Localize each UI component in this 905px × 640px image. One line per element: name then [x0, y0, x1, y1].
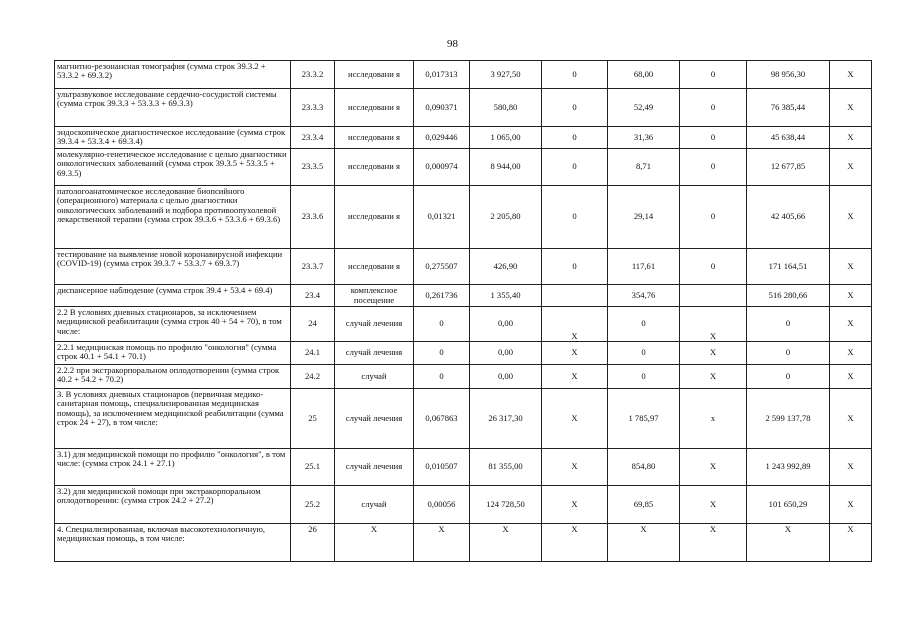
cell-c4: 0 — [747, 307, 830, 342]
cell-unit: исследовани я — [335, 186, 414, 249]
cell-name: 2.2 В условиях дневных стационаров, за исключением медицинской реабилитации (сумма строк 40 + 54 + 70), в том числе: — [55, 307, 291, 342]
cell-name: 2.2.2 при экстракорпоральном оплодотворении (сумма строк 40.2 + 54.2 + 70.2) — [55, 365, 291, 389]
cell-c2: 68,00 — [608, 61, 680, 89]
cell-c1: 0 — [542, 127, 608, 149]
cell-norm: 0,01321 — [414, 186, 470, 249]
cell-line: 25 — [291, 389, 335, 449]
cell-c4: 101 650,29 — [747, 486, 830, 524]
cell-cost: 580,80 — [470, 89, 542, 127]
cell-unit: исследовани я — [335, 89, 414, 127]
table-row — [55, 365, 872, 389]
cell-name: 3.2) для медицинской помощи при экстракорпоральном оплодотворении: (сумма строк 24.2 + 27.2) — [55, 486, 291, 524]
cell-c1: X — [542, 389, 608, 449]
tariff-table — [54, 60, 872, 562]
cell-unit: случай лечения — [335, 449, 414, 486]
cell-c3: X — [680, 365, 747, 389]
cell-cost: 3 927,50 — [470, 61, 542, 89]
cell-unit: случай лечения — [335, 389, 414, 449]
cell-c4: 0 — [747, 365, 830, 389]
table-row — [55, 149, 872, 186]
cell-c4: X — [747, 524, 830, 562]
cell-c1: 0 — [542, 61, 608, 89]
cell-unit: X — [335, 524, 414, 562]
cell-c2: 31,36 — [608, 127, 680, 149]
cell-c2: 29,14 — [608, 186, 680, 249]
cell-name: диспансерное наблюдение (сумма строк 39.4 + 53.4 + 69.4) — [55, 285, 291, 307]
cell-c3: X — [680, 307, 747, 342]
cell-line: 23.4 — [291, 285, 335, 307]
cell-c2: 52,49 — [608, 89, 680, 127]
cell-unit: случай лечения — [335, 307, 414, 342]
cell-c4: 42 405,66 — [747, 186, 830, 249]
cell-cost: 8 944,00 — [470, 149, 542, 186]
cell-c4: 2 599 137,78 — [747, 389, 830, 449]
table-row — [55, 342, 872, 365]
cell-line: 24.1 — [291, 342, 335, 365]
cell-c4: 516 280,66 — [747, 285, 830, 307]
cell-c2: X — [608, 524, 680, 562]
cell-c5: X — [830, 249, 872, 285]
cell-norm: 0,010507 — [414, 449, 470, 486]
cell-cost: 81 355,00 — [470, 449, 542, 486]
cell-name: тестирование на выявление новой коронавирусной инфекции (COVID-19) (сумма строк 39.3.7 + 53.3.7 + 69.3.7) — [55, 249, 291, 285]
cell-norm: 0,090371 — [414, 89, 470, 127]
cell-c5: X — [830, 342, 872, 365]
cell-norm: 0,067863 — [414, 389, 470, 449]
cell-cost: 2 205,80 — [470, 186, 542, 249]
cell-c1: 0 — [542, 149, 608, 186]
cell-c1 — [542, 285, 608, 307]
cell-c3 — [680, 285, 747, 307]
cell-name: патологоанатомическое исследование биопсийного (операционного) материала с целью диагностики онкологических заболеваний и подбора противоопухолевой лекарственной терапии (сумма строк 39.3.6 + 53.3.6 + 69.3.6) — [55, 186, 291, 249]
cell-c1: 0 — [542, 186, 608, 249]
cell-unit: случай — [335, 365, 414, 389]
cell-cost: 0,00 — [470, 342, 542, 365]
cell-line: 26 — [291, 524, 335, 562]
cell-c1: 0 — [542, 249, 608, 285]
cell-norm: 0,261736 — [414, 285, 470, 307]
cell-unit: комплексное посещение — [335, 285, 414, 307]
cell-c2: 854,80 — [608, 449, 680, 486]
cell-c5: X — [830, 285, 872, 307]
cell-line: 23.3.7 — [291, 249, 335, 285]
cell-c4: 76 385,44 — [747, 89, 830, 127]
cell-name: магнитно-резонансная томография (сумма строк 39.3.2 + 53.3.2 + 69.3.2) — [55, 61, 291, 89]
cell-c3: X — [680, 342, 747, 365]
cell-c5: X — [830, 389, 872, 449]
table-row — [55, 127, 872, 149]
table-row — [55, 89, 872, 127]
cell-norm: 0,000974 — [414, 149, 470, 186]
cell-cost: 426,90 — [470, 249, 542, 285]
table-row — [55, 524, 872, 562]
cell-norm: 0,00056 — [414, 486, 470, 524]
cell-c4: 171 164,51 — [747, 249, 830, 285]
cell-c2: 0 — [608, 307, 680, 342]
cell-c1: X — [542, 524, 608, 562]
cell-c3: 0 — [680, 149, 747, 186]
cell-c2: 0 — [608, 342, 680, 365]
cell-line: 23.3.2 — [291, 61, 335, 89]
cell-name: молекулярно-генетическое исследование с целью диагностики онкологических заболеваний (сумма строк 39.3.5 + 53.3.5 + 69.3.5) — [55, 149, 291, 186]
cell-c3: 0 — [680, 186, 747, 249]
cell-cost: 26 317,30 — [470, 389, 542, 449]
cell-c2: 69,85 — [608, 486, 680, 524]
cell-line: 23.3.6 — [291, 186, 335, 249]
cell-norm: 0,017313 — [414, 61, 470, 89]
cell-c3: 0 — [680, 61, 747, 89]
cell-c5: X — [830, 307, 872, 342]
cell-c1: X — [542, 365, 608, 389]
cell-c5: X — [830, 127, 872, 149]
cell-name: 2.2.1 медицинская помощь по профилю "онкология" (сумма строк 40.1 + 54.1 + 70.1) — [55, 342, 291, 365]
cell-c4: 12 677,85 — [747, 149, 830, 186]
cell-unit: случай лечения — [335, 342, 414, 365]
cell-cost: 124 728,50 — [470, 486, 542, 524]
cell-unit: исследовани я — [335, 127, 414, 149]
cell-c5: X — [830, 486, 872, 524]
cell-c5: X — [830, 524, 872, 562]
cell-name: 4. Специализированная, включая высокотехнологичную, медицинская помощь, в том числе: — [55, 524, 291, 562]
cell-c2: 0 — [608, 365, 680, 389]
cell-c1: 0 — [542, 89, 608, 127]
cell-c3: X — [680, 486, 747, 524]
cell-unit: исследовани я — [335, 249, 414, 285]
cell-cost: 0,00 — [470, 307, 542, 342]
cell-c3: 0 — [680, 89, 747, 127]
table-row — [55, 389, 872, 449]
cell-c3: X — [680, 524, 747, 562]
cell-c2: 354,76 — [608, 285, 680, 307]
table-row — [55, 307, 872, 342]
cell-line: 23.3.3 — [291, 89, 335, 127]
cell-line: 23.3.4 — [291, 127, 335, 149]
cell-c4: 98 956,30 — [747, 61, 830, 89]
table-row — [55, 486, 872, 524]
page-number: 98 — [447, 38, 458, 50]
cell-c4: 0 — [747, 342, 830, 365]
cell-c5: X — [830, 365, 872, 389]
cell-c5: X — [830, 89, 872, 127]
cell-line: 24 — [291, 307, 335, 342]
cell-c1: X — [542, 449, 608, 486]
cell-c5: X — [830, 449, 872, 486]
table-row — [55, 249, 872, 285]
cell-norm: 0,275507 — [414, 249, 470, 285]
cell-norm: 0,029446 — [414, 127, 470, 149]
cell-name: 3. В условиях дневных стационаров (первичная медико-санитарная помощь, специализированная медицинская помощь), за исключением медицинской реабилитации (сумма строк 24 + 27), в том числе: — [55, 389, 291, 449]
cell-c5: X — [830, 186, 872, 249]
cell-c3: 0 — [680, 249, 747, 285]
cell-cost: 1 065,00 — [470, 127, 542, 149]
cell-name: эндоскопическое диагностическое исследование (сумма строк 39.3.4 + 53.3.4 + 69.3.4) — [55, 127, 291, 149]
cell-unit: исследовани я — [335, 149, 414, 186]
cell-c3: 0 — [680, 127, 747, 149]
cell-line: 23.3.5 — [291, 149, 335, 186]
cell-norm: 0 — [414, 342, 470, 365]
cell-unit: случай — [335, 486, 414, 524]
cell-cost: 0,00 — [470, 365, 542, 389]
cell-c1: X — [542, 342, 608, 365]
cell-name: ультразвуковое исследование сердечно-сосудистой системы (сумма строк 39.3.3 + 53.3.3 + 69.3.3) — [55, 89, 291, 127]
cell-norm: 0 — [414, 307, 470, 342]
cell-c3: X — [680, 449, 747, 486]
cell-c1: X — [542, 307, 608, 342]
cell-c2: 117,61 — [608, 249, 680, 285]
table-row — [55, 285, 872, 307]
cell-name: 3.1) для медицинской помощи по профилю "онкология", в том числе: (сумма строк 24.1 + 27.1) — [55, 449, 291, 486]
cell-c1: X — [542, 486, 608, 524]
cell-c4: 1 243 992,89 — [747, 449, 830, 486]
cell-unit: исследовани я — [335, 61, 414, 89]
cell-c5: X — [830, 61, 872, 89]
table-row — [55, 186, 872, 249]
cell-cost: X — [470, 524, 542, 562]
cell-line: 25.1 — [291, 449, 335, 486]
cell-c5: X — [830, 149, 872, 186]
cell-line: 25.2 — [291, 486, 335, 524]
cell-norm: 0 — [414, 365, 470, 389]
cell-c3: x — [680, 389, 747, 449]
cell-c2: 8,71 — [608, 149, 680, 186]
table-body — [55, 61, 872, 562]
table-row — [55, 61, 872, 89]
cell-c4: 45 638,44 — [747, 127, 830, 149]
table-row — [55, 449, 872, 486]
cell-line: 24.2 — [291, 365, 335, 389]
cell-cost: 1 355,40 — [470, 285, 542, 307]
cell-c2: 1 785,97 — [608, 389, 680, 449]
cell-norm: X — [414, 524, 470, 562]
